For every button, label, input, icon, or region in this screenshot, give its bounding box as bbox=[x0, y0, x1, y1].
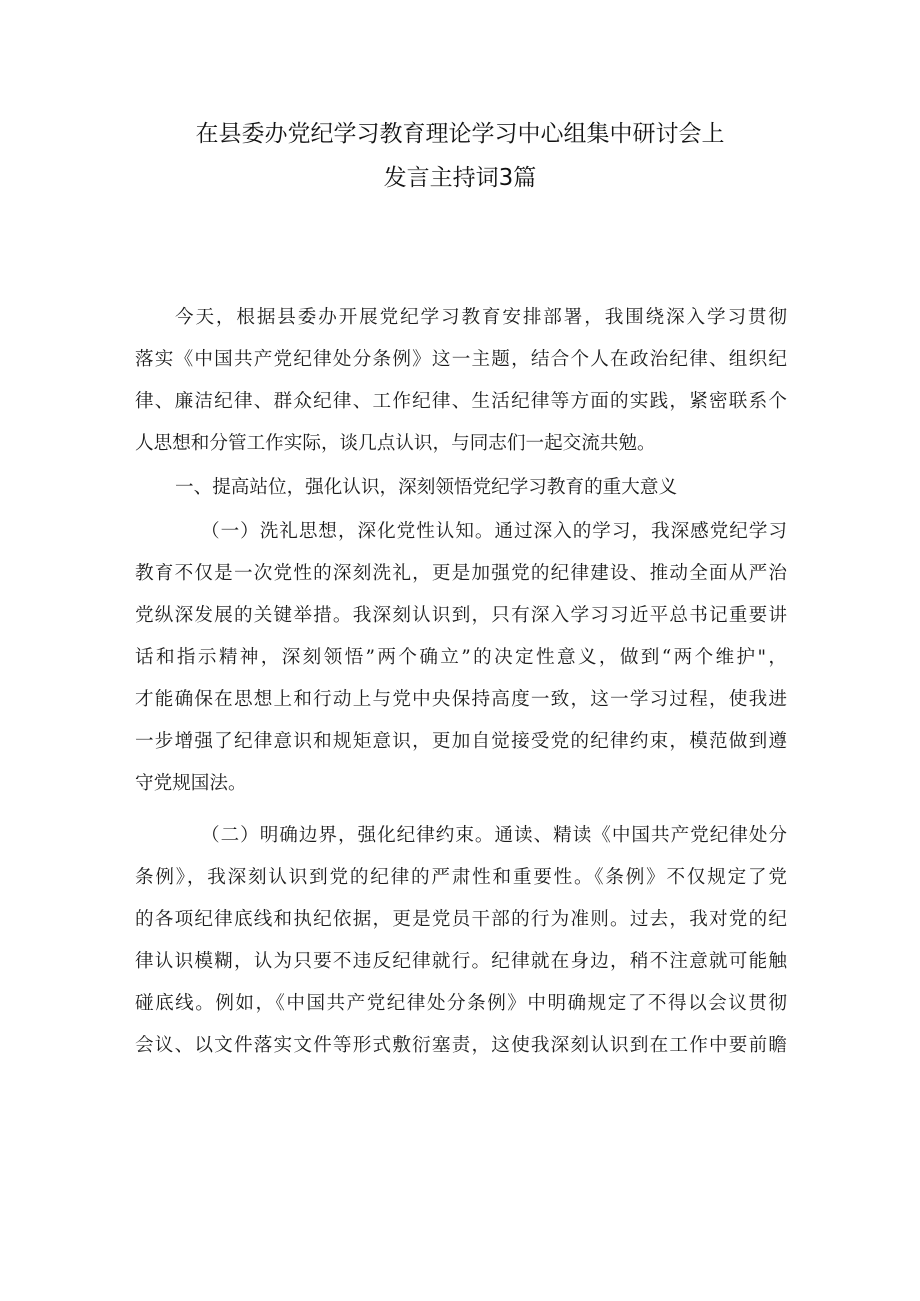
paragraph-line: （一）洗礼思想，深化党性认知。通过深入的学习，我深感党纪学习 bbox=[201, 521, 787, 542]
paragraph-line: 今天，根据县委办开展党纪学习教育安排部署，我围绕深入学习贯彻 bbox=[175, 307, 787, 328]
paragraph-section-1-2 bbox=[135, 815, 787, 1067]
paragraph-line: 教育不仅是一次党性的深刻洗礼，更是加强党的纪律建设、推动全面从严治 bbox=[135, 563, 787, 584]
paragraph-line: 会议、以文件落实文件等形式敷衍塞责，这使我深刻认识到在工作中要前瞻 bbox=[135, 1035, 787, 1056]
paragraph-line: 一步增强了纪律意识和规矩意识，更加自觉接受党的纪律约束，模范做到遵 bbox=[135, 731, 787, 752]
paragraph-section-1-1 bbox=[135, 511, 787, 805]
document-title bbox=[0, 112, 920, 200]
title-line-1: 在县委办党纪学习教育理论学习中心组集中研讨会上 bbox=[195, 121, 725, 147]
paragraph-line: 落实《中国共产党纪律处分条例》这一主题，结合个人在政治纪律、组织纪 bbox=[135, 349, 787, 370]
heading-line: 一、提高站位，强化认识，深刻领悟党纪学习教育的重大意义 bbox=[175, 477, 678, 498]
document-body bbox=[135, 297, 787, 1067]
paragraph-line: 才能确保在思想上和行动上与党中央保持高度一致，这一学习过程，使我进 bbox=[135, 689, 787, 710]
section-heading-1 bbox=[135, 467, 787, 509]
paragraph-line: 律认识模糊，认为只要不违反纪律就行。纪律就在身边，稍不注意就可能触 bbox=[135, 951, 787, 972]
paragraph-line: （二）明确边界，强化纪律约束。通读、精读《中国共产党纪律处分 bbox=[201, 825, 787, 846]
paragraph-line: 话和指示精神，深刻领悟”两个确立”的决定性意义，做到“两个维护"， bbox=[135, 647, 787, 668]
paragraph-intro bbox=[135, 297, 787, 465]
paragraph-line: 碰底线。例如，《中国共产党纪律处分条例》中明确规定了不得以会议贯彻 bbox=[135, 993, 787, 1014]
paragraph-line: 律、廉洁纪律、群众纪律、工作纪律、生活纪律等方面的实践，紧密联系个 bbox=[135, 391, 787, 412]
paragraph-line: 人思想和分管工作实际，谈几点认识，与同志们一起交流共勉。 bbox=[135, 433, 656, 454]
paragraph-line: 守党规国法。 bbox=[135, 773, 247, 794]
paragraph-line: 党纵深发展的关键举措。我深刻认识到，只有深入学习习近平总书记重要讲 bbox=[135, 605, 787, 626]
title-line-2: 发言主持词3篇 bbox=[383, 165, 537, 191]
paragraph-line: 条例》，我深刻认识到党的纪律的严肃性和重要性。《条例》不仅规定了党 bbox=[135, 867, 787, 888]
paragraph-line: 的各项纪律底线和执纪依据，更是党员干部的行为准则。过去，我对党的纪 bbox=[135, 909, 787, 930]
